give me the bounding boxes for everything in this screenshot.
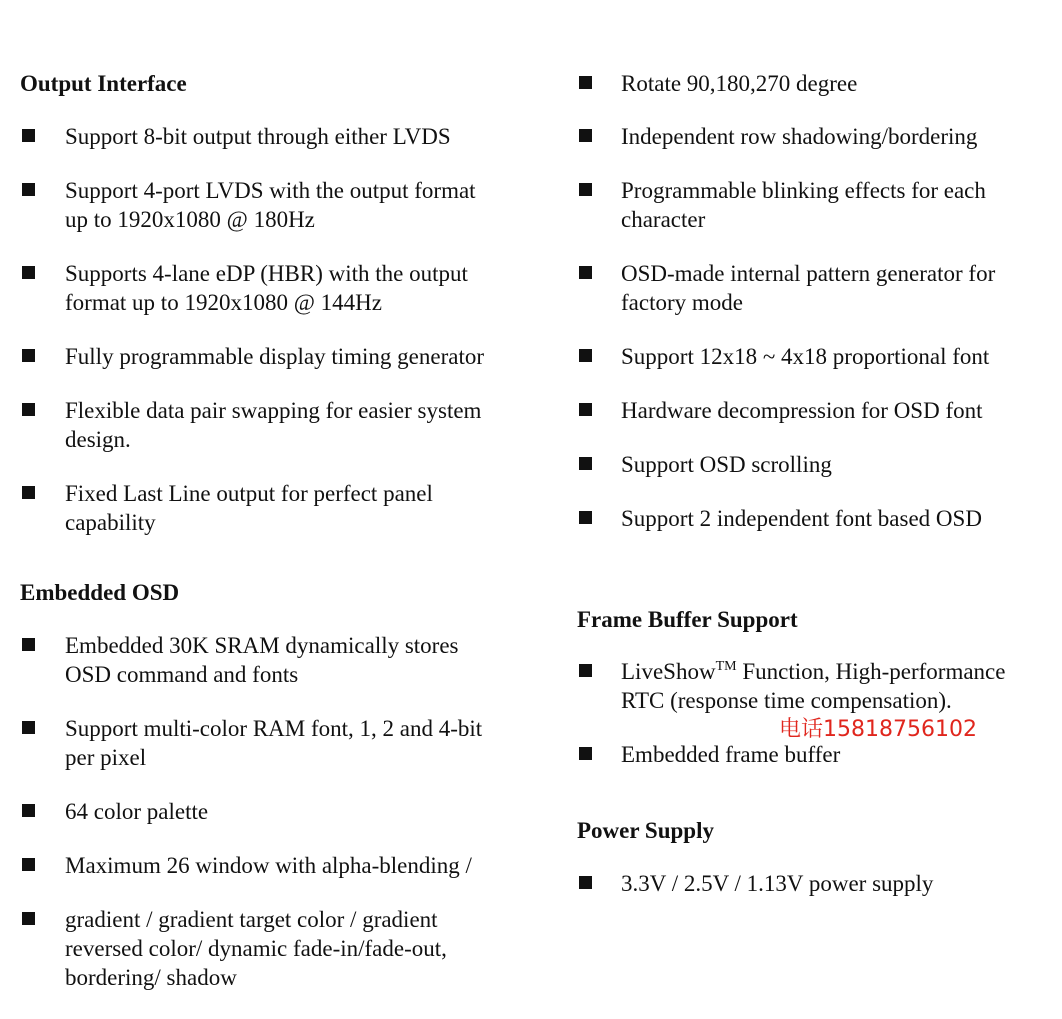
item-line: bordering/ shadow	[65, 965, 237, 990]
bullet-icon	[22, 349, 35, 362]
bullet-icon	[22, 486, 35, 499]
item-line: Support 2 independent font based OSD	[621, 506, 982, 531]
item-line: reversed color/ dynamic fade-in/fade-out,	[65, 936, 447, 961]
bullet-icon	[579, 129, 592, 142]
item-line: Flexible data pair swapping for easier system	[65, 398, 482, 423]
bullet-icon	[579, 664, 592, 677]
trademark-sup: TM	[715, 659, 737, 674]
item-line	[621, 657, 1005, 686]
item-line: Support 4-port LVDS with the output format	[65, 178, 476, 203]
heading-power-supply: Power Supply	[577, 818, 714, 843]
liveshow-name: LiveShow	[621, 659, 716, 684]
bullet-icon	[22, 129, 35, 142]
item-line: Support multi-color RAM font, 1, 2 and 4-bit	[65, 716, 483, 741]
bullet-icon	[579, 747, 592, 760]
liveshow-description: Function, High-performance	[736, 659, 1006, 684]
bullet-icon	[579, 349, 592, 362]
item-line: Support 8-bit output through either LVDS	[65, 124, 451, 149]
item-line: RTC (response time compensation).	[621, 688, 952, 713]
item-line: Support 12x18 ~ 4x18 proportional font	[621, 344, 990, 369]
bullet-icon	[579, 457, 592, 470]
item-line: design.	[65, 427, 131, 452]
bullet-icon	[579, 403, 592, 416]
bullet-icon	[22, 266, 35, 279]
item-line: Embedded frame buffer	[621, 742, 841, 767]
item-line: factory mode	[621, 290, 743, 315]
heading-embedded-osd: Embedded OSD	[20, 580, 180, 605]
item-line: capability	[65, 510, 156, 535]
item-line: format up to 1920x1080 @ 144Hz	[65, 290, 382, 315]
bullet-icon	[22, 721, 35, 734]
item-line: 64 color palette	[65, 799, 209, 824]
item-line: gradient / gradient target color / gradient	[65, 907, 438, 932]
item-line: Programmable blinking effects for each	[621, 178, 986, 203]
item-line: Rotate 90,180,270 degree	[621, 71, 858, 96]
item-line: Independent row shadowing/bordering	[621, 124, 978, 149]
bullet-icon	[22, 403, 35, 416]
bullet-icon	[579, 266, 592, 279]
item-line: OSD-made internal pattern generator for	[621, 261, 996, 286]
bullet-icon	[579, 76, 592, 89]
bullet-icon	[22, 912, 35, 925]
item-line: Hardware decompression for OSD font	[621, 398, 983, 423]
item-line: character	[621, 207, 706, 232]
item-line: per pixel	[65, 745, 147, 770]
item-line: Supports 4-lane eDP (HBR) with the output	[65, 261, 468, 286]
item-line: up to 1920x1080 @ 180Hz	[65, 207, 315, 232]
item-line: Maximum 26 window with alpha-blending /	[65, 853, 472, 878]
phone-watermark: 电话15818756102	[779, 717, 977, 742]
item-line: Fixed Last Line output for perfect panel	[65, 481, 433, 506]
bullet-icon	[22, 858, 35, 871]
bullet-icon	[22, 638, 35, 651]
bullet-icon	[579, 876, 592, 889]
item-line: Embedded 30K SRAM dynamically stores	[65, 633, 459, 658]
item-line: OSD command and fonts	[65, 662, 299, 687]
item-line: 3.3V / 2.5V / 1.13V power supply	[621, 871, 934, 896]
bullet-icon	[579, 183, 592, 196]
item-line: Fully programmable display timing generator	[65, 344, 485, 369]
item-line: Support OSD scrolling	[621, 452, 832, 477]
heading-output-interface: Output Interface	[20, 71, 187, 96]
bullet-icon	[22, 804, 35, 817]
bullet-icon	[22, 183, 35, 196]
bullet-icon	[579, 511, 592, 524]
heading-frame-buffer-support: Frame Buffer Support	[577, 607, 798, 632]
